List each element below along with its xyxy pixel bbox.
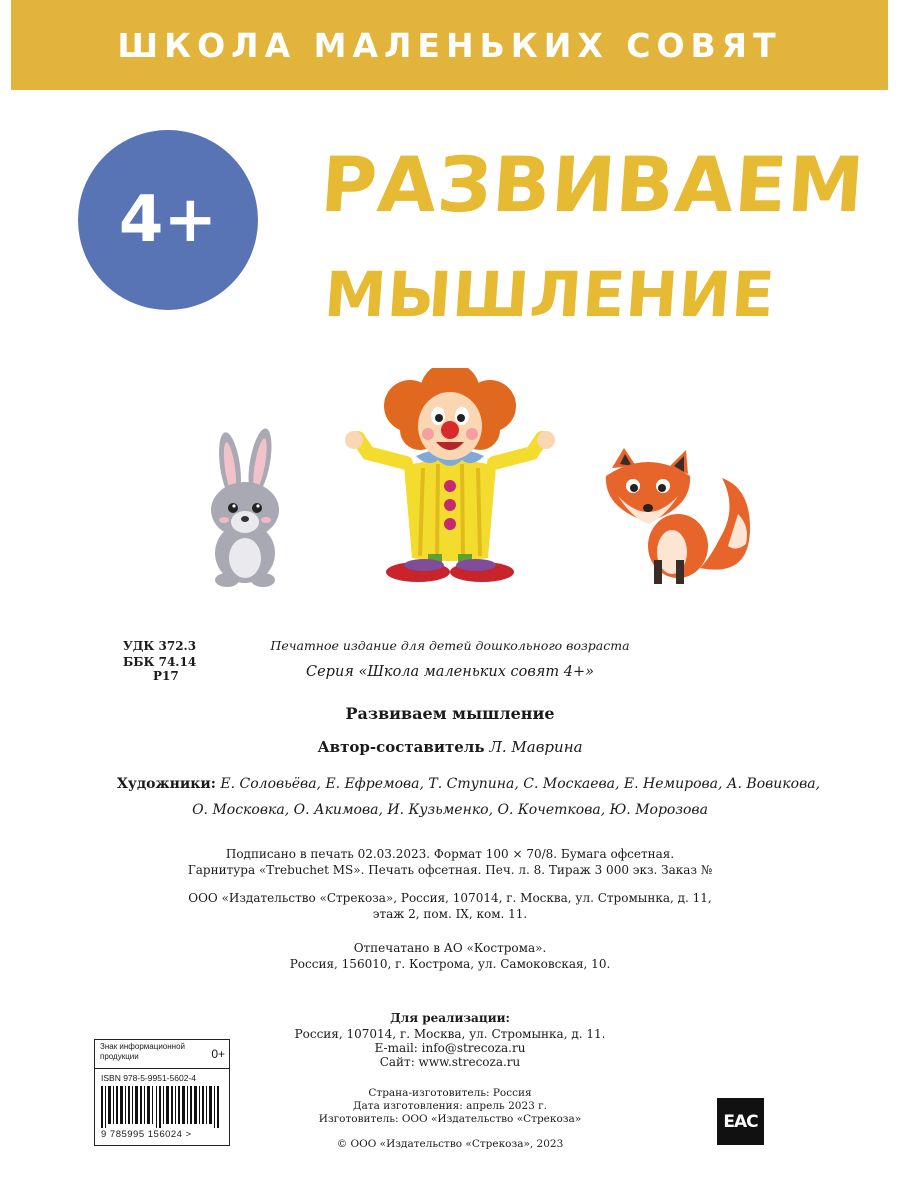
info-sign-age: 0+ (211, 1047, 225, 1061)
author-label: Автор-составитель (317, 738, 485, 756)
copyright: © ООО «Издательство «Стрекоза», 2023 (336, 1138, 564, 1150)
sales-label: Для реализации: (390, 1011, 510, 1025)
artists-names-1: Е. Соловьёва, Е. Ефремова, Т. Ступина, С. Москаева, Е. Немирова, А. Вовикова, (220, 776, 821, 792)
publisher-line-1: ООО «Издательство «Стрекоза», Россия, 107014, г. Москва, ул. Стромынка, д. 11, (188, 891, 712, 905)
print-info-2: Гарнитура «Trebuchet MS». Печать офсетная. Печ. л. 8. Тираж 3 000 экз. Заказ № (187, 863, 713, 877)
info-sign-label: Знак информационной продукции (100, 1042, 185, 1061)
artists-line-2: О. Московка, О. Акимова, И. Кузьменко, О. Кочеткова, Ю. Морозова (192, 802, 708, 818)
series-banner (11, 0, 888, 90)
bunny-illustration (200, 428, 290, 590)
age-badge (78, 130, 258, 310)
eac-mark: ЕАС (717, 1098, 764, 1145)
author-name: Л. Маврина (489, 738, 583, 756)
print-info-1: Подписано в печать 02.03.2023. Формат 100 × 70/8. Бумага офсетная. (225, 847, 675, 861)
publisher-site: Сайт: www.strecoza.ru (379, 1055, 521, 1069)
clown-illustration (338, 368, 562, 586)
isbn: ISBN 978-5-9951-5602-4 (101, 1073, 196, 1083)
author-code: Р17 (153, 669, 179, 683)
bbk-code: ББК 74.14 (123, 655, 197, 669)
manufacturer: Изготовитель: ООО «Издательство «Стрекоза» (318, 1113, 582, 1125)
author-line (200, 738, 700, 756)
info-sign-row (95, 1040, 229, 1069)
country-of-origin: Страна-изготовитель: Россия (368, 1087, 532, 1099)
audience-note: Печатное издание для детей дошкольного возраста (270, 638, 630, 653)
barcode-digits: 9 785995 156024 > (101, 1129, 192, 1140)
barcode-bars (101, 1086, 223, 1128)
udk-code: УДК 372.3 (123, 639, 197, 653)
printed-by-line-2: Россия, 156010, г. Кострома, ул. Самоковская, 10. (289, 957, 611, 971)
printed-by-line-1: Отпечатано в АО «Кострома». (353, 941, 547, 955)
publisher-line-2: этаж 2, пом. IX, ком. 11. (372, 907, 528, 921)
age-badge-label: 4+ (118, 183, 218, 257)
series-banner-text: ШКОЛА МАЛЕНЬКИХ СОВЯТ (117, 25, 782, 65)
series-line: Серия «Школа маленьких совят 4+» (305, 664, 594, 680)
barcode-box (94, 1039, 230, 1146)
sales-address: Россия, 107014, г. Москва, ул. Стромынка, д. 11. (294, 1027, 606, 1041)
artists-label: Художники: (117, 776, 216, 792)
title-line-1: РАЗВИВАЕМ (318, 140, 868, 229)
title-line-2: МЫШЛЕНИЕ (322, 258, 778, 331)
publisher-email: E-mail: info@strecoza.ru (374, 1041, 526, 1055)
book-title: Развиваем мышление (345, 704, 555, 723)
artists-line-1 (117, 776, 820, 792)
fox-illustration (600, 448, 760, 586)
manufacture-date: Дата изготовления: апрель 2023 г. (353, 1100, 547, 1112)
